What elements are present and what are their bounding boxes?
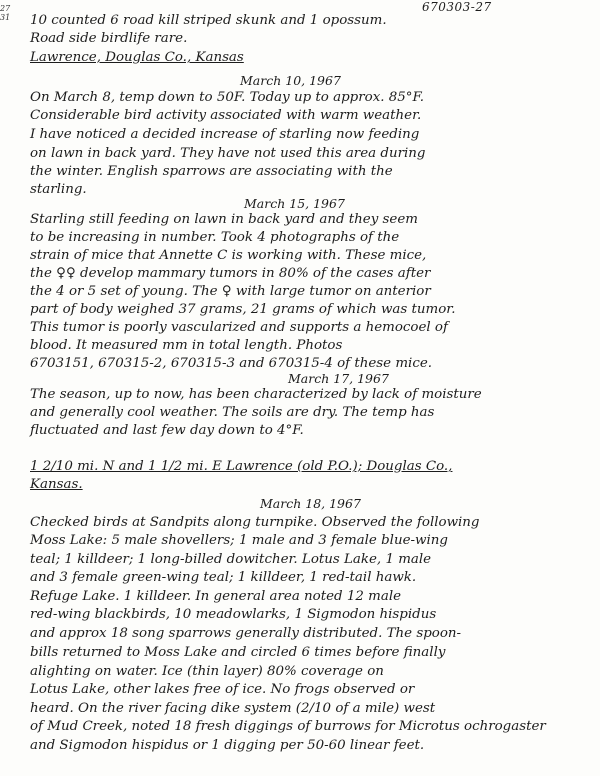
entry-line: 10 counted 6 road kill striped skunk and 1 opossum.: [30, 13, 387, 28]
entry-line: and Sigmodon hispidus or 1 digging per 50-60 linear feet.: [30, 738, 425, 753]
page-id: 670303-27: [422, 0, 492, 14]
margin-note-top: 27: [0, 4, 11, 13]
entry-line: fluctuated and last few day down to 4°F.: [30, 423, 304, 438]
margin-note: [0, 4, 10, 22]
entry-line: Checked birds at Sandpits along turnpike. Observed the following: [30, 515, 480, 530]
entry-line: Lotus Lake, other lakes free of ice. No frogs observed or: [30, 682, 415, 697]
entry-line: I have noticed a decided increase of starling now feeding: [30, 127, 420, 142]
locality-heading: Lawrence, Douglas Co., Kansas: [30, 50, 244, 65]
entry-date: March 17, 1967: [288, 371, 389, 386]
entry-line: red-wing blackbirds, 10 meadowlarks, 1 Sigmodon hispidus: [30, 607, 437, 622]
entry-line: 6703151, 670315-2, 670315-3 and 670315-4 of these mice.: [30, 356, 433, 371]
entry-line: Starling still feeding on lawn in back yard and they seem: [30, 212, 418, 227]
locality-heading: Kansas.: [30, 477, 83, 492]
entry-date: March 10, 1967: [240, 73, 341, 88]
entry-line: to be increasing in number. Took 4 photographs of the: [30, 230, 400, 245]
entry-line: Refuge Lake. 1 killdeer. In general area noted 12 male: [30, 589, 402, 604]
entry-line: bills returned to Moss Lake and circled 6 times before finally: [30, 645, 446, 660]
entry-line: part of body weighed 37 grams, 21 grams of which was tumor.: [30, 302, 456, 317]
locality-heading: 1 2/10 mi. N and 1 1/2 mi. E Lawrence (old P.O.); Douglas Co.,: [30, 459, 453, 474]
entry-line: starling.: [30, 182, 87, 197]
entry-line: the winter. English sparrows are associating with the: [30, 164, 393, 179]
entry-line: and generally cool weather. The soils are dry. The temp has: [30, 405, 435, 420]
entry-date: March 18, 1967: [260, 496, 361, 511]
entry-date: March 15, 1967: [244, 196, 345, 211]
entry-line: The season, up to now, has been characterized by lack of moisture: [30, 387, 482, 402]
entry-line: heard. On the river facing dike system (2/10 of a mile) west: [30, 701, 436, 716]
entry-line: alighting on water. Ice (thin layer) 80% coverage on: [30, 664, 384, 679]
entry-line: blood. It measured mm in total length. Photos: [30, 338, 343, 353]
entry-line: and approx 18 song sparrows generally distributed. The spoon-: [30, 626, 462, 641]
entry-line: on lawn in back yard. They have not used this area during: [30, 146, 426, 161]
entry-line: the 4 or 5 set of young. The ♀ with large tumor on anterior: [30, 284, 431, 299]
entry-line: and 3 female green-wing teal; 1 killdeer, 1 red-tail hawk.: [30, 570, 417, 585]
entry-line: teal; 1 killdeer; 1 long-billed dowitcher. Lotus Lake, 1 male: [30, 552, 432, 567]
entry-line: of Mud Creek, noted 18 fresh diggings of burrows for Microtus ochrogaster: [30, 719, 546, 734]
entry-line: This tumor is poorly vascularized and supports a hemocoel of: [30, 320, 448, 335]
entry-line: Considerable bird activity associated with warm weather.: [30, 108, 422, 123]
entry-line: strain of mice that Annette C is working with. These mice,: [30, 248, 427, 263]
entry-line: Moss Lake: 5 male shovellers; 1 male and 3 female blue-wing: [30, 533, 448, 548]
entry-line: the ♀♀ develop mammary tumors in 80% of the cases after: [30, 266, 431, 281]
entry-line: Road side birdlife rare.: [30, 31, 188, 46]
entry-line: On March 8, temp down to 50F. Today up to approx. 85°F.: [30, 90, 424, 105]
margin-note-bottom: 31: [0, 13, 11, 22]
